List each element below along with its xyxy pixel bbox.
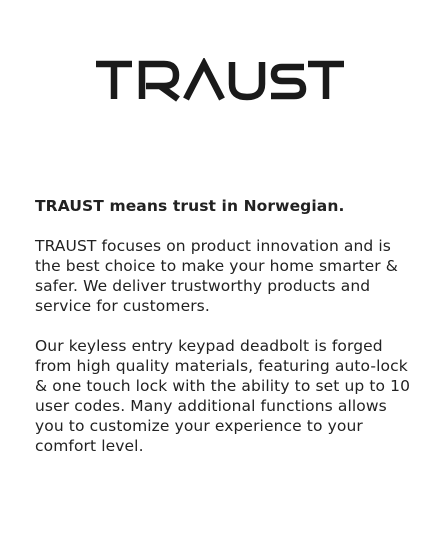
intro-paragraph: TRAUST focuses on product innovation and is the best choice to make your home smarter & safer. We deliver trustworthy products and service for customers. bbox=[35, 237, 398, 315]
traust-logo bbox=[94, 58, 346, 102]
product-paragraph: Our keyless entry keypad deadbolt is forged from high quality materials, featuring auto-lock & one touch lock with the ability to set up to 10 user codes. Many additional functions allows you to customize your experience to your comfort level. bbox=[35, 337, 411, 455]
brand-logo bbox=[0, 50, 439, 110]
tagline: TRAUST means trust in Norwegian. bbox=[35, 197, 345, 215]
about-section bbox=[35, 196, 415, 476]
